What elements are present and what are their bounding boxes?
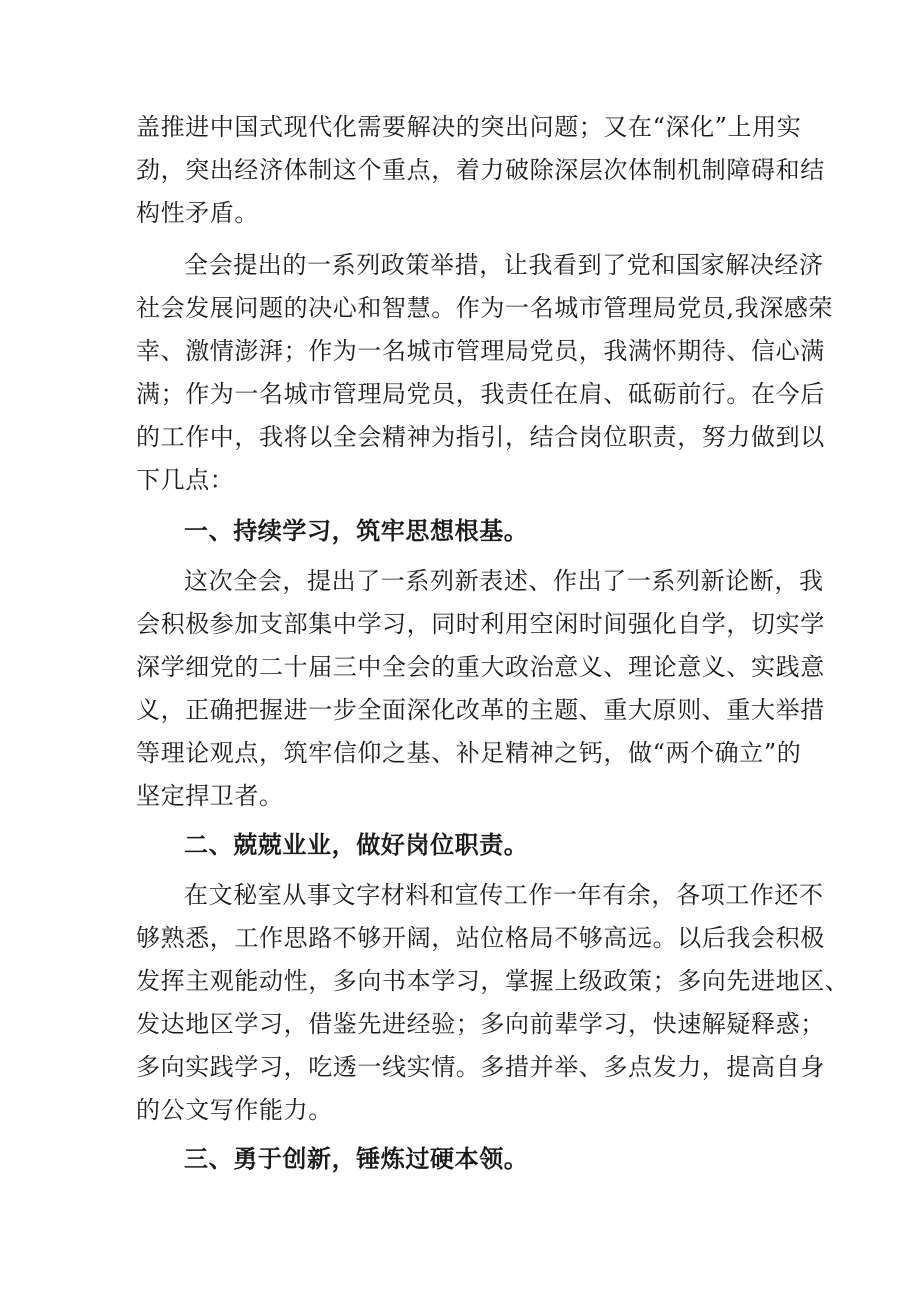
paragraph-line: 构性矛盾。: [136, 199, 259, 227]
paragraph-line: 这次全会，提出了一系列新表述、作出了一系列新论断，我: [184, 567, 824, 595]
paragraph-line: 在文秘室从事文字材料和宣传工作一年有余，各项工作还不: [184, 881, 824, 909]
paragraph-line: 义，正确把握进一步全面深化改革的主题、重大原则、重大举措: [136, 696, 825, 724]
paragraph-line: 的公文写作能力。: [136, 1096, 333, 1124]
paragraph-line: 劲，突出经济体制这个重点，着力破除深层次体制机制障碍和结: [136, 156, 825, 184]
paragraph-line: 够熟悉，工作思路不够开阔，站位格局不够高远。以后我会积极: [136, 924, 825, 952]
paragraph-line: 多向实践学习，吃透一线实情。多措并举、多点发力，提高自身: [136, 1053, 825, 1081]
paragraph-line: 深学细党的二十届三中全会的重大政治意义、理论意义、实践意: [136, 653, 825, 681]
section-heading: 一、持续学习，筑牢思想根基。: [184, 516, 529, 545]
section-heading: 三、勇于创新，锤炼过硬本领。: [184, 1144, 529, 1173]
paragraph-line: 会积极参加支部集中学习，同时利用空闲时间强化自学，切实学: [136, 610, 825, 638]
paragraph-line: 盖推进中国式现代化需要解决的突出问题；又在“深化”上用实: [136, 113, 802, 141]
paragraph-line: 社会发展问题的决心和智慧。作为一名城市管理局党员,我深感荣: [136, 294, 834, 322]
paragraph-line: 发挥主观能动性，多向书本学习，掌握上级政策；多向先进地区、: [136, 967, 850, 995]
paragraph-line: 坚定捍卫者。: [136, 782, 284, 810]
paragraph-line: 的工作中，我将以全会精神为指引，结合岗位职责，努力做到以: [136, 423, 825, 451]
section-heading: 二、兢兢业业，做好岗位职责。: [184, 830, 529, 859]
paragraph-line: 下几点：: [136, 466, 235, 494]
paragraph-line: 幸、激情澎湃；作为一名城市管理局党员，我满怀期待、信心满: [136, 337, 825, 365]
paragraph-line: 满；作为一名城市管理局党员，我责任在肩、砥砺前行。在今后: [136, 380, 825, 408]
paragraph-line: 全会提出的一系列政策举措，让我看到了党和国家解决经济: [184, 251, 824, 279]
paragraph-line: 等理论观点，筑牢信仰之基、补足精神之钙，做“两个确立”的: [136, 739, 802, 767]
paragraph-line: 发达地区学习，借鉴先进经验；多向前辈学习，快速解疑释惑；: [136, 1010, 825, 1038]
